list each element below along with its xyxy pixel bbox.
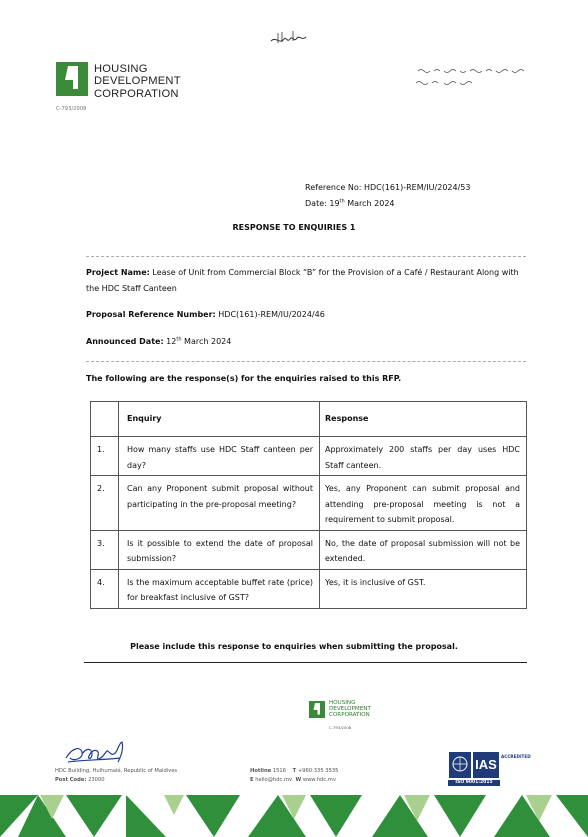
table-row — [91, 437, 527, 476]
iso-certification: ISO 9001:2015 — [448, 780, 500, 786]
footer-logo-line: DEVELOPMENT — [329, 706, 371, 713]
project-details — [86, 265, 531, 349]
footer-logo-mark — [309, 701, 325, 718]
globe-icon — [449, 752, 471, 778]
logo-line-corporation: CORPORATION — [94, 87, 179, 100]
address-line: HDC Building, Hulhumalé, Republic of Maldives — [55, 768, 178, 774]
footer-hdc-logo — [309, 700, 389, 734]
column-header-response: Response — [320, 402, 527, 437]
table-header-row — [91, 402, 527, 437]
row-number: 4. — [91, 569, 119, 608]
closing-note: Please include this response to enquiries when submitting the proposal. — [130, 642, 458, 651]
logo-line-housing: HOUSING — [94, 63, 148, 75]
hdc-logo — [56, 62, 186, 102]
row-number: 1. — [91, 437, 119, 476]
response-cell: No, the date of proposal submission will not be extended. — [320, 530, 527, 569]
column-header-enquiry: Enquiry — [119, 402, 320, 437]
table-row — [91, 569, 527, 608]
response-cell: Approximately 200 staffs per day uses HDC Staff canteen. — [320, 437, 527, 476]
reference-block — [305, 180, 470, 212]
divider-middle — [86, 361, 526, 362]
logo-line-development: DEVELOPMENT — [94, 75, 181, 88]
divider-bottom — [84, 662, 527, 663]
bismillah-calligraphy — [268, 27, 308, 49]
postcode-line: Post Code: 23000 — [55, 777, 105, 783]
phone-line: Hotline 1516 T +960 335 3535 — [250, 768, 339, 774]
logo-registration-code: C-793/2008 — [56, 106, 87, 112]
proposal-reference: Proposal Reference Number: HDC(161)-REM/IU/2024/46 — [86, 310, 325, 319]
hdc-logo-text — [94, 63, 181, 100]
divider-top — [86, 256, 526, 257]
enquiry-cell: Is it possible to extend the date of proposal submission? — [119, 530, 320, 569]
ias-accredited-label: ACCREDITED — [501, 754, 531, 759]
ias-logo-text: IAS — [473, 752, 499, 778]
enquiries-table — [90, 401, 527, 609]
hdc-logo-mark — [56, 62, 88, 96]
footer-address — [55, 767, 177, 785]
enquiry-cell: Can any Proponent submit proposal without participating in the pre-proposal meeting? — [119, 476, 320, 531]
signature — [62, 736, 137, 768]
footer-logo-code: C-793/2008 — [329, 725, 352, 730]
footer-contact — [250, 767, 338, 785]
table-row — [91, 530, 527, 569]
web-line: E hello@hdc.mv W www.hdc.mv — [250, 777, 336, 783]
table-row — [91, 476, 527, 531]
enquiries-intro: The following are the response(s) for the enquiries raised to this RFP. — [86, 374, 402, 383]
ias-accreditation-badge — [448, 752, 530, 786]
project-name: Project Name: Lease of Unit from Commercial Block “B” for the Provision of a Café / Restaurant Along with the HDC Staff Canteen — [86, 268, 519, 293]
document-heading: RESPONSE TO ENQUIRIES 1 — [232, 223, 356, 232]
announced-date: Announced Date: 12th March 2024 — [86, 335, 232, 346]
response-cell: Yes, it is inclusive of GST. — [320, 569, 527, 608]
dhivehi-organisation-name — [388, 64, 530, 90]
response-cell: Yes, any Proponent can submit proposal and attending pre-proposal meeting is not a requirement to submit proposal. — [320, 476, 527, 531]
footer-triangle-pattern — [0, 795, 588, 837]
reference-date: Date: 19th March 2024 — [305, 198, 395, 208]
footer-logo-text — [329, 700, 371, 718]
footer-logo-line: HOUSING — [329, 700, 356, 706]
enquiry-cell: How many staffs use HDC Staff canteen per day? — [119, 437, 320, 476]
row-number: 3. — [91, 530, 119, 569]
column-header-number — [91, 402, 119, 437]
row-number: 2. — [91, 476, 119, 531]
reference-number: Reference No: HDC(161)-REM/IU/2024/53 — [305, 183, 471, 192]
enquiry-cell: Is the maximum acceptable buffet rate (price) for breakfast inclusive of GST? — [119, 569, 320, 608]
footer-logo-line: CORPORATION — [329, 712, 370, 719]
